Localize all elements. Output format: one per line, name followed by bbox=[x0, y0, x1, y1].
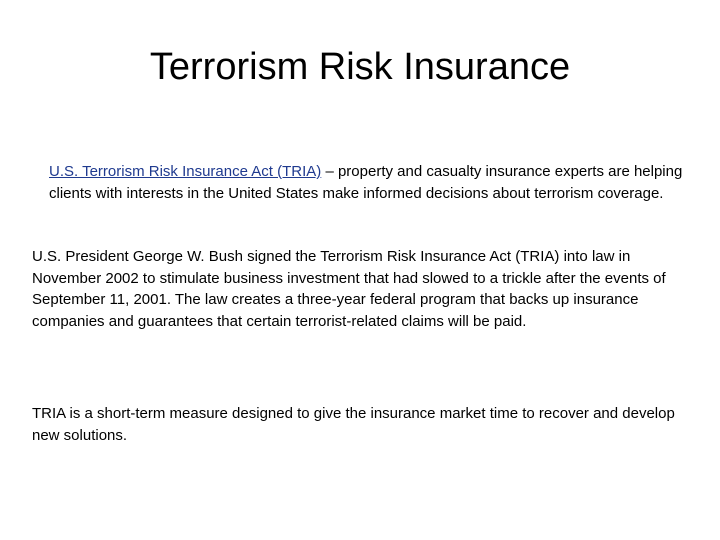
slide-title: Terrorism Risk Insurance bbox=[149, 46, 571, 88]
body-paragraph-tria-measure: TRIA is a short-term measure designed to give the insurance market time to recover and develop new solutions. bbox=[32, 405, 675, 444]
intro-text: – property and casualty insurance experts are helping clients with interests in the United States make informed decisions about terrorism coverage. bbox=[49, 163, 683, 202]
body-paragraph-bush-signing: U.S. President George W. Bush signed the Terrorism Risk Insurance Act (TRIA) into law in November 2002 to stimulate business investment that had slowed to a trickle after the events of September 11, 2001. The law creates a three-year federal program that backs up insurance companies and guarantees that certain terrorist-related claims will be paid. bbox=[32, 248, 666, 330]
tria-link[interactable]: U.S. Terrorism Risk Insurance Act (TRIA) bbox=[49, 163, 322, 180]
intro-paragraph bbox=[49, 161, 689, 204]
